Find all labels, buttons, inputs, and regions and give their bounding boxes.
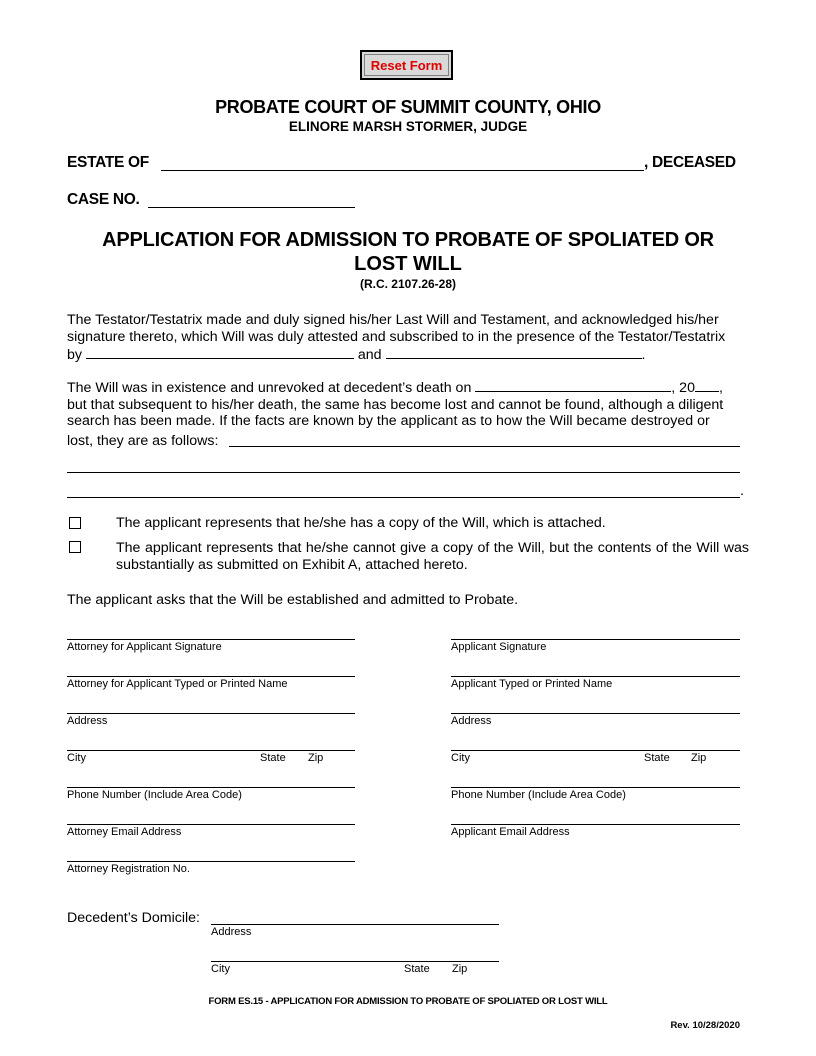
will-existence-paragraph	[67, 378, 749, 430]
attorney-signature-label: Attorney for Applicant Signature	[67, 641, 222, 653]
attorney-phone-field[interactable]	[67, 787, 355, 788]
attorney-city-field[interactable]	[67, 750, 355, 751]
domicile-label: Decedent’s Domicile:	[67, 910, 201, 926]
death-year-field[interactable]	[695, 378, 719, 392]
copy-attached-checkbox[interactable]	[69, 517, 81, 529]
revision-date: Rev. 10/28/2020	[670, 1020, 740, 1031]
attorney-email-label: Attorney Email Address	[67, 826, 182, 838]
request-text: The applicant asks that the Will be established and admitted to Probate.	[67, 592, 519, 608]
para2-line4: lost, they are as follows:	[67, 433, 219, 449]
testator-paragraph	[67, 312, 749, 364]
case-no-label: CASE NO.	[67, 191, 140, 208]
applicant-phone-label: Phone Number (Include Area Code)	[451, 789, 626, 801]
copy-attached-text: The applicant represents that he/she has a copy of the Will, which is attached.	[116, 515, 606, 531]
attorney-registration-label: Attorney Registration No.	[67, 863, 190, 875]
attorney-address-field[interactable]	[67, 713, 355, 714]
para2-comma: ,	[718, 380, 723, 396]
facts-field-line3[interactable]	[67, 484, 740, 498]
para1-period: .	[641, 347, 646, 363]
attorney-name-field[interactable]	[67, 676, 355, 677]
applicant-name-label: Applicant Typed or Printed Name	[451, 678, 613, 690]
facts-field-line1[interactable]	[229, 433, 740, 447]
attorney-signature-field[interactable]	[67, 639, 355, 640]
applicant-city-label: City	[451, 752, 470, 764]
para1-line1: The Testator/Testatrix made and duly signed his/her Last Will and Testament, and acknowledged his/her	[67, 312, 719, 328]
para2-line3: search has been made. If the facts are known by the applicant as to how the Will became destroyed or	[67, 413, 710, 429]
death-date-label: The Will was in existence and unrevoked at decedent’s death on	[67, 380, 472, 396]
applicant-signature-label: Applicant Signature	[451, 641, 547, 653]
applicant-phone-field[interactable]	[451, 787, 740, 788]
exhibit-a-text: The applicant represents that he/she cannot give a copy of the Will, but the contents of the Will was substantially as submitted on Exhibit A, attached hereto.	[116, 540, 749, 573]
judge-name: ELINORE MARSH STORMER, JUDGE	[288, 119, 528, 134]
domicile-state-label: State	[404, 963, 430, 975]
domicile-zip-label: Zip	[452, 963, 468, 975]
attorney-name-label: Attorney for Applicant Typed or Printed Name	[67, 678, 288, 690]
para2-line2: but that subsequent to his/her death, the same has become lost and cannot be found, although a diligent	[67, 396, 724, 413]
applicant-address-field[interactable]	[451, 713, 740, 714]
form-footer: FORM ES.15 - APPLICATION FOR ADMISSION TO PROBATE OF SPOLIATED OR LOST WILL	[208, 996, 608, 1007]
applicant-email-field[interactable]	[451, 824, 740, 825]
para1-line3	[67, 345, 749, 364]
attorney-phone-label: Phone Number (Include Area Code)	[67, 789, 242, 801]
applicant-address-label: Address	[451, 715, 492, 727]
domicile-address-field[interactable]	[211, 924, 499, 925]
reset-form-button[interactable]	[360, 50, 453, 80]
case-number-field[interactable]	[148, 192, 355, 208]
facts-period: .	[740, 483, 744, 499]
estate-name-field[interactable]	[161, 155, 644, 171]
witness1-field[interactable]	[86, 345, 354, 359]
estate-of-label: ESTATE OF	[67, 154, 149, 171]
domicile-address-label: Address	[211, 926, 252, 938]
deceased-label: , DECEASED	[644, 154, 736, 171]
attorney-registration-field[interactable]	[67, 861, 355, 862]
attorney-state-label: State	[260, 752, 286, 764]
court-name: PROBATE COURT OF SUMMIT COUNTY, OHIO	[215, 97, 601, 117]
reset-form-label: Reset Form	[364, 54, 449, 76]
death-date-field[interactable]	[475, 378, 671, 392]
applicant-email-label: Applicant Email Address	[451, 826, 570, 838]
para2-line1	[67, 378, 749, 397]
exhibit-a-checkbox[interactable]	[69, 541, 81, 553]
witness2-field[interactable]	[386, 345, 642, 359]
applicant-name-field[interactable]	[451, 676, 740, 677]
facts-field-line2[interactable]	[67, 459, 740, 473]
attorney-zip-label: Zip	[308, 752, 324, 764]
domicile-city-label: City	[211, 963, 230, 975]
applicant-zip-label: Zip	[691, 752, 707, 764]
statute-reference: (R.C. 2107.26-28)	[359, 277, 457, 291]
attorney-address-label: Address	[67, 715, 108, 727]
attorney-email-field[interactable]	[67, 824, 355, 825]
form-title-line2: LOST WILL	[354, 253, 462, 275]
applicant-state-label: State	[644, 752, 670, 764]
attorney-city-label: City	[67, 752, 86, 764]
and-label: and	[357, 347, 382, 363]
applicant-signature-field[interactable]	[451, 639, 740, 640]
para1-line2: signature thereto, which Will was duly attested and subscribed to in the presence of the Testator/Testatrix	[67, 328, 726, 345]
form-title-line1: APPLICATION FOR ADMISSION TO PROBATE OF SPOLIATED OR	[102, 229, 714, 251]
year-prefix: , 20	[671, 380, 695, 396]
by-label: by	[67, 347, 82, 363]
domicile-city-field[interactable]	[211, 961, 499, 962]
applicant-city-field[interactable]	[451, 750, 740, 751]
